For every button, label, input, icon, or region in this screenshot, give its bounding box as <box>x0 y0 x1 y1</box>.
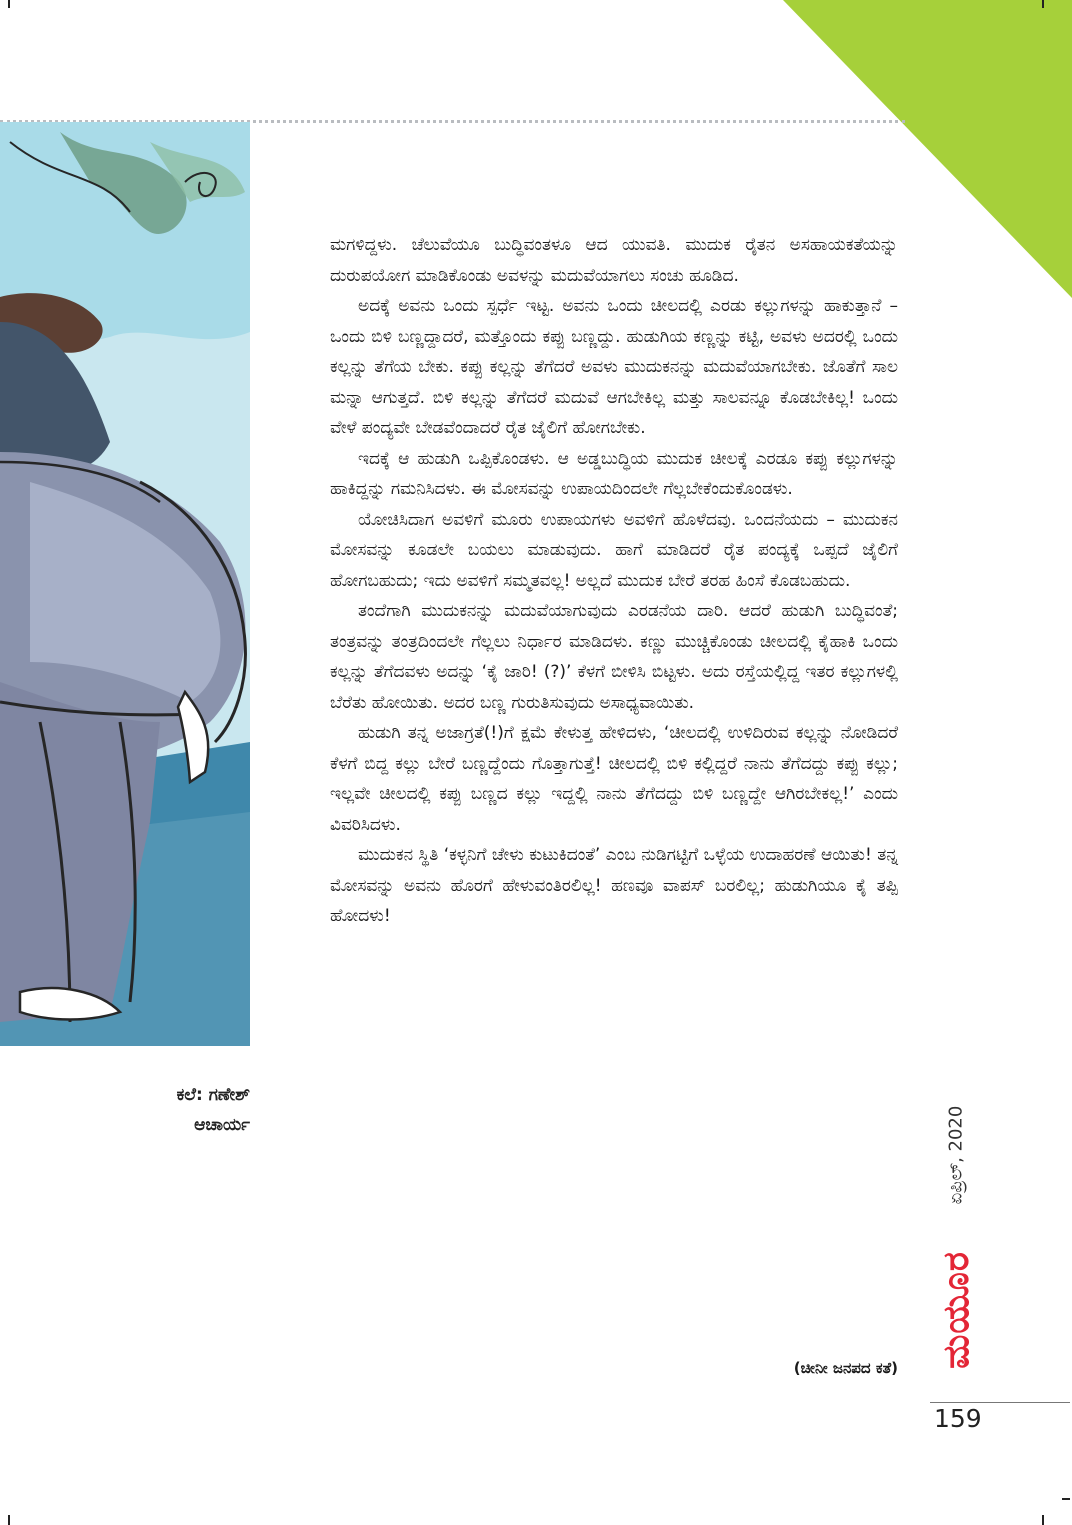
article-paragraph: ಹುಡುಗಿ ತನ್ನ ಅಜಾಗ್ರತೆ(!)ಗೆ ಕ್ಷಮೆ ಕೇಳುತ್ತ ಹೇಳಿದಳು, ‘ಚೀಲದಲ್ಲಿ ಉಳಿದಿರುವ ಕಲ್ಲನ್ನು ನೋಡಿದರೆ ಕೆಳಗೆ ಬಿದ್ದ ಕಲ್ಲು ಬೇರೆ ಬಣ್ಣದ್ದೆಂದು ಗೊತ್ತಾಗುತ್ತೆ! ಚೀಲದಲ್ಲಿ ಬಿಳಿ ಕಲ್ಲಿದ್ದರೆ ನಾನು ತೆಗೆದದ್ದು ಕಪ್ಪು ಕಲ್ಲು; ಇಲ್ಲವೇ ಚೀಲದಲ್ಲಿ ಕಪ್ಪು ಬಣ್ಣದ ಕಲ್ಲು ಇದ್ದಲ್ಲಿ ನಾನು ತೆಗೆದದ್ದು ಬಿಳಿ ಬಣ್ಣದ್ದೇ ಆಗಿರಬೇಕಲ್ಲ!’ ಎಂದು ವಿವರಿಸಿದಳು. <box>330 723 898 835</box>
illustration-credit <box>90 1080 250 1140</box>
crop-mark <box>8 0 10 8</box>
magazine-name <box>930 1240 984 1380</box>
story-illustration <box>0 122 250 1046</box>
story-source-note: (ಚೀನೀ ಜನಪದ ಕತೆ) <box>793 1359 898 1377</box>
page-number-rule <box>930 1402 1070 1403</box>
article-paragraph: ಅದಕ್ಕೆ ಅವನು ಒಂದು ಸ್ಪರ್ಧೆ ಇಟ್ಟ. ಅವನು ಒಂದು ಚೀಲದಲ್ಲಿ ಎರಡು ಕಲ್ಲುಗಳನ್ನು ಹಾಕುತ್ತಾನೆ – ಒಂದು ಬಿಳಿ ಬಣ್ಣದ್ದಾದರೆ, ಮತ್ತೊಂದು ಕಪ್ಪು ಬಣ್ಣದ್ದು. ಹುಡುಗಿಯ ಕಣ್ಣನ್ನು ಕಟ್ಟಿ, ಅವಳು ಅದರಲ್ಲಿ ಒಂದು ಕಲ್ಲನ್ನು ತೆಗೆಯ ಬೇಕು. ಕಪ್ಪು ಕಲ್ಲನ್ನು ತೆಗೆದರೆ ಅವಳು ಮುದುಕನನ್ನು ಮದುವೆಯಾಗಬೇಕು. ಜೊತೆಗೆ ಸಾಲ ಮನ್ನಾ ಆಗುತ್ತದೆ. ಬಿಳಿ ಕಲ್ಲನ್ನು ತೆಗೆದರೆ ಮದುವೆ ಆಗಬೇಕಿಲ್ಲ ಮತ್ತು ಸಾಲವನ್ನೂ ಕೊಡಬೇಕಿಲ್ಲ! ಒಂದು ವೇಳೆ ಪಂದ್ಯವೇ ಬೇಡವೆಂದಾದರೆ ರೈತ ಜೈಲಿಗೆ ಹೋಗಬೇಕು. <box>330 296 898 438</box>
credit-surname: ಆಚಾರ್ಯ <box>194 1115 250 1135</box>
crop-mark <box>1042 1515 1044 1525</box>
issue-date-text: ಏಪ್ರಿಲ್, 2020 <box>945 1105 967 1205</box>
page-number: 159 <box>934 1404 982 1433</box>
magazine-name-text: ಮಯೂರ <box>936 1251 977 1369</box>
issue-date <box>936 1070 976 1240</box>
article-paragraph: ಮಗಳಿದ್ದಳು. ಚೆಲುವೆಯೂ ಬುದ್ಧಿವಂತಳೂ ಆದ ಯುವತಿ. ಮುದುಕ ರೈತನ ಅಸಹಾಯಕತೆಯನ್ನು ದುರುಪಯೋಗ ಮಾಡಿಕೊಂಡು ಅವಳನ್ನು ಮದುವೆಯಾಗಲು ಸಂಚು ಹೂಡಿದ. <box>330 235 898 286</box>
credit-label: ಕಲೆ: ಗಣೇಶ್ <box>176 1085 250 1105</box>
crop-mark <box>1042 0 1044 8</box>
article-paragraph: ಮುದುಕನ ಸ್ಥಿತಿ ‘ಕಳ್ಳನಿಗೆ ಚೇಳು ಕುಟುಕಿದಂತೆ’ ಎಂಬ ನುಡಿಗಟ್ಟಿಗೆ ಒಳ್ಳೆಯ ಉದಾಹರಣೆ ಆಯಿತು! ತನ್ನ ಮೋಸವನ್ನು ಅವನು ಹೊರಗೆ ಹೇಳುವಂತಿರಲಿಲ್ಲ! ಹಣವೂ ವಾಪಸ್ ಬರಲಿಲ್ಲ; ಹುಡುಗಿಯೂ ಕೈ ತಪ್ಪಿ ಹೋದಳು! <box>330 845 898 926</box>
article-paragraph: ಯೋಚಿಸಿದಾಗ ಅವಳಿಗೆ ಮೂರು ಉಪಾಯಗಳು ಅವಳಿಗೆ ಹೊಳೆದವು. ಒಂದನೆಯದು – ಮುದುಕನ ಮೋಸವನ್ನು ಕೂಡಲೇ ಬಯಲು ಮಾಡುವುದು. ಹಾಗೆ ಮಾಡಿದರೆ ರೈತ ಪಂದ್ಯಕ್ಕೆ ಒಪ್ಪದೆ ಜೈಲಿಗೆ ಹೋಗಬಹುದು; ಇದು ಅವಳಿಗೆ ಸಮ್ಮತವಲ್ಲ! ಅಲ್ಲದೆ ಮುದುಕ ಬೇರೆ ತರಹ ಹಿಂಸೆ ಕೊಡಬಹುದು. <box>330 509 898 591</box>
article-body <box>330 230 898 932</box>
article-paragraph: ಇದಕ್ಕೆ ಆ ಹುಡುಗಿ ಒಪ್ಪಿಕೊಂಡಳು. ಆ ಅಡ್ಡಬುದ್ಧಿಯ ಮುದುಕ ಚೀಲಕ್ಕೆ ಎರಡೂ ಕಪ್ಪು ಕಲ್ಲುಗಳನ್ನು ಹಾಕಿದ್ದನ್ನು ಗಮನಿಸಿದಳು. ಈ ಮೋಸವನ್ನು ಉಪಾಯದಿಂದಲೇ ಗೆಲ್ಲಬೇಕೆಂದುಕೊಂಡಳು. <box>330 448 898 499</box>
article-paragraph: ತಂದೆಗಾಗಿ ಮುದುಕನನ್ನು ಮದುವೆಯಾಗುವುದು ಎರಡನೆಯ ದಾರಿ. ಆದರೆ ಹುಡುಗಿ ಬುದ್ಧಿವಂತೆ; ತಂತ್ರವನ್ನು ತಂತ್ರದಿಂದಲೇ ಗೆಲ್ಲಲು ನಿರ್ಧಾರ ಮಾಡಿದಳು. ಕಣ್ಣು ಮುಚ್ಚಿಕೊಂಡು ಚೀಲದಲ್ಲಿ ಕೈಹಾಕಿ ಒಂದು ಕಲ್ಲನ್ನು ತೆಗೆದವಳು ಅದನ್ನು ‘ಕೈ ಜಾರಿ! (?)’ ಕೆಳಗೆ ಬೀಳಿಸಿ ಬಿಟ್ಟಳು. ಅದು ರಸ್ತೆಯಲ್ಲಿದ್ದ ಇತರ ಕಲ್ಲುಗಳಲ್ಲಿ ಬೆರೆತು ಹೋಯಿತು. ಅದರ ಬಣ್ಣ ಗುರುತಿಸುವುದು ಅಸಾಧ್ಯವಾಯಿತು. <box>330 601 898 713</box>
crop-mark <box>8 1515 10 1525</box>
crop-mark <box>1062 1498 1070 1500</box>
